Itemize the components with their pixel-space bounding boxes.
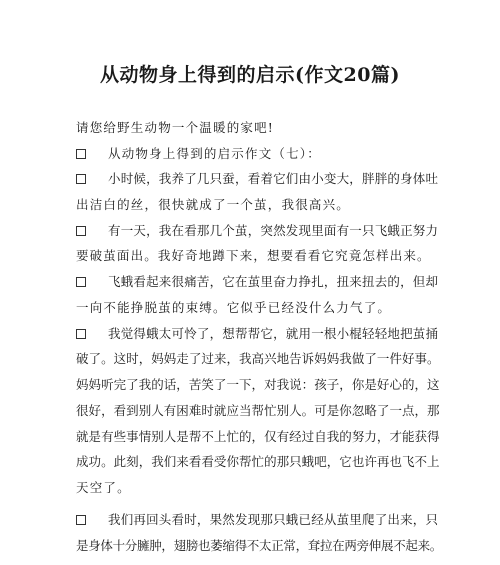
line-text: 小时候，我养了几只蚕，看着它们由小变大，胖胖的身体吐 bbox=[108, 171, 439, 186]
line-text: 成功。此刻，我们来看看受你帮忙的那只蛾吧，它也许再也飞不上 bbox=[76, 454, 440, 469]
checkbox-square-icon bbox=[76, 226, 86, 236]
line-text: 我觉得蛾太可怜了，想帮帮它，就用一根小棍轻轻地把茧捅 bbox=[108, 326, 439, 341]
line-text: 妈妈听完了我的话，苦笑了一下，对我说：孩子，你是好心的，这 bbox=[76, 377, 440, 392]
line-text: 一向不能挣脱茧的束缚。它似乎已经没什么力气了。 bbox=[76, 300, 392, 315]
line-text: 要破茧面出。我好奇地蹲下来，想要看看它究竟怎样出来。 bbox=[76, 248, 431, 263]
line-text: 从动物身上得到的启示作文（七）： bbox=[108, 146, 321, 161]
text-line bbox=[76, 376, 440, 394]
text-line bbox=[76, 511, 438, 529]
text-line bbox=[76, 537, 442, 555]
line-text: 破了。这时，妈妈走了过来，我高兴地告诉妈妈我做了一件好事。 bbox=[76, 351, 440, 366]
text-line bbox=[76, 273, 438, 291]
text-line bbox=[76, 145, 321, 163]
checkbox-square-icon bbox=[76, 149, 86, 159]
line-text: 飞蛾看起来很痛苦，它在茧里奋力挣扎，扭来扭去的，但却 bbox=[108, 274, 439, 289]
line-text: 很好，看到别人有困难时就应当帮忙别人。可是你忽略了一点，那 bbox=[76, 403, 440, 418]
checkbox-square-icon bbox=[76, 174, 86, 184]
text-line bbox=[76, 247, 431, 265]
text-line bbox=[76, 119, 274, 137]
line-text: 出洁白的丝，很快就成了一个茧，我很高兴。 bbox=[76, 197, 351, 212]
text-line bbox=[76, 222, 438, 240]
text-line bbox=[76, 350, 440, 368]
text-line bbox=[76, 325, 438, 343]
checkbox-square-icon bbox=[76, 329, 86, 339]
line-text: 有一天，我在看那几个茧，突然发现里面有一只飞蛾正努力 bbox=[108, 223, 439, 238]
line-text: 就是有些事情别人是帮不上忙的，仅有经过自我的努力，才能获得 bbox=[76, 429, 440, 444]
line-text: 请您给野生动物一个温暖的家吧! bbox=[76, 120, 275, 135]
line-text: 我们再回头看时，果然发现那只蛾已经从茧里爬了出来，只 bbox=[108, 512, 439, 527]
text-line bbox=[76, 428, 440, 446]
checkbox-square-icon bbox=[76, 277, 86, 287]
text-line bbox=[76, 196, 350, 214]
checkbox-square-icon bbox=[76, 515, 86, 525]
text-line bbox=[76, 453, 440, 471]
text-line bbox=[76, 402, 440, 420]
document-title: 从动物身上得到的启示(作文20篇) bbox=[100, 64, 400, 86]
line-text: 是身体十分臃肿，翅膀也萎缩得不太正常，耷拉在两旁伸展不起来。 bbox=[76, 538, 443, 553]
text-line bbox=[76, 479, 131, 497]
text-line bbox=[76, 299, 391, 317]
line-text: 天空了。 bbox=[76, 480, 131, 495]
text-line bbox=[76, 170, 438, 188]
